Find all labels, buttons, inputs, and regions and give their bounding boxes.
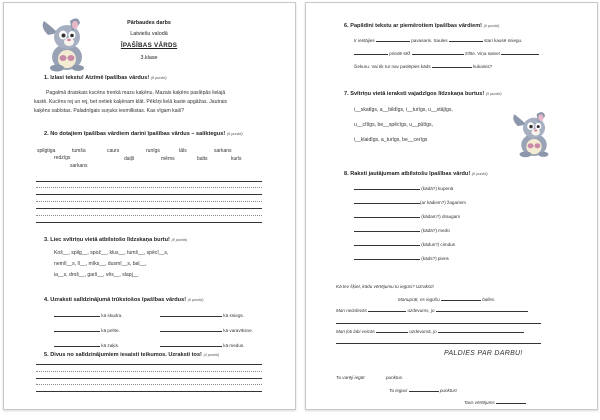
reflection-question: Kā tev šķiet, kādu vērtējumu tu iegūsi? Uzraksti! <box>336 284 434 289</box>
task-7-text: 7. Svītriņu vietā ieraksti vajadzīgos līdzskaņa burtus! <box>344 91 485 97</box>
question-text: (kādā?) medū <box>421 228 450 233</box>
question-text: (kāds?) piens <box>421 256 449 261</box>
guide-line <box>36 215 262 216</box>
final-grade <box>464 398 526 405</box>
answer-blank[interactable] <box>354 226 420 232</box>
comparison-item <box>54 326 120 333</box>
doc-grade: 3.klase <box>140 55 158 61</box>
text-fragment: uzdevums, jo <box>407 308 435 313</box>
task-4-text: 4. Uzraksti salīdzinājumā trūkstošos īpašības vārdus! <box>44 297 187 303</box>
word: caurs <box>107 148 120 154</box>
question-item <box>354 226 450 233</box>
word: daiļš <box>124 156 135 162</box>
question-item <box>354 212 460 219</box>
answer-blank[interactable] <box>354 198 420 204</box>
text-fragment: punktus! <box>439 388 458 393</box>
answer-line[interactable] <box>36 181 262 182</box>
exercise-line[interactable]: Koš__, spilg__, spož__, klus__, tumš__, spēcī__s, <box>54 250 169 256</box>
task-6-heading <box>344 23 499 29</box>
worksheet-page-1 <box>3 2 296 410</box>
comparison-text: kā sniegs. <box>223 313 244 318</box>
task-1-heading <box>44 75 167 81</box>
task-8-heading <box>344 171 488 177</box>
earned-points <box>389 386 457 393</box>
answer-line[interactable] <box>36 222 262 223</box>
text-fragment: Ir iestājies <box>354 38 375 43</box>
text-fragment: balles. <box>482 297 496 302</box>
task-5-heading <box>44 352 219 358</box>
bunny-illustration <box>511 107 557 159</box>
task-4-points: (6 punkti) <box>187 298 204 302</box>
earned-points-blank[interactable] <box>409 386 439 392</box>
text-fragment: zīlīte. Viņa satver <box>465 51 501 56</box>
word: mēms <box>161 156 175 162</box>
reason-blank[interactable] <box>438 327 524 333</box>
reason-blank[interactable] <box>436 306 528 312</box>
doc-header-line2: Latviešu valodā <box>130 31 168 37</box>
task-2-text: 2. No dotajiem īpašības vārdiem darini īpašības vārdus – saliktegus! <box>44 131 226 137</box>
guide-line <box>36 371 262 372</box>
answer-line[interactable] <box>36 194 262 195</box>
text-fragment: uzdevumā, jo <box>409 329 437 334</box>
comparison-text: kā medus. <box>223 343 245 348</box>
comparison-blank[interactable] <box>54 326 100 332</box>
exercise-line[interactable]: ia__s, droš__, garš__, vēs__, slapj__ <box>54 272 139 278</box>
word: kurls <box>231 156 242 162</box>
comparison-item <box>160 326 253 333</box>
word: sarkans <box>70 163 88 169</box>
guide-line <box>36 187 262 188</box>
fill-blank[interactable] <box>412 49 464 55</box>
exercise-line[interactable]: nemīl__s, lī__, mīks__, dusmī__s, bal__, <box>54 261 147 267</box>
comparison-blank[interactable] <box>54 341 100 347</box>
task-5-points: (4 punkti) <box>203 353 220 357</box>
thank-you-message: PALDIES PAR DARBU! <box>444 350 523 357</box>
task-1-text: 1. Izlasi tekstu! Atzīmē īpašības vārdus! <box>44 75 150 81</box>
reflection-line-1 <box>398 295 495 302</box>
passage-line: kaķēns sabīstas. Paladnīgais suņuks iesmilkstas. Kas vīgam kaiš? <box>34 108 185 114</box>
doc-header-line1: Pārbaudes darbs <box>127 20 171 26</box>
question-item <box>354 254 449 261</box>
task-3-text: 3. Liec svītriņu vietā atbilstošo līdzskaņa burtu! <box>44 237 170 243</box>
text-fragment: priedē sēž <box>389 51 411 56</box>
exercise-line[interactable]: i__klaidīgs, a_turīgs, be__cerīgs <box>354 137 428 143</box>
text-fragment: Tu ieguvi <box>389 388 408 393</box>
task-1-passage <box>34 89 274 116</box>
task-6-line-2 <box>354 49 539 56</box>
word: spilgtiga <box>37 148 56 154</box>
question-item <box>354 240 455 247</box>
answer-blank[interactable] <box>354 240 420 246</box>
answer-blank[interactable] <box>354 184 420 190</box>
task-6-text: 6. Papildini tekstu ar piemērotiem īpašības vārdiem! <box>344 23 483 29</box>
guide-line <box>36 384 262 385</box>
task-2-points: (6 punkti) <box>226 132 243 136</box>
answer-line[interactable] <box>36 378 262 379</box>
text-fragment: Man ļoti labi veicās <box>336 329 375 334</box>
text-fragment: pavasaris. Saules <box>411 38 448 43</box>
possible-points-suffix: punktus. <box>386 375 404 380</box>
bunny-illustration <box>40 13 94 73</box>
text-fragment: Tavs vērtējums <box>464 400 495 405</box>
task-8-text: 8. Raksti jautājumam atbilstošu īpašības vārdu! <box>344 171 471 177</box>
question-text: (ar kādiem?) žagariem <box>420 200 466 205</box>
question-text: (kādā?) kupenā <box>421 186 454 191</box>
fill-blank[interactable] <box>354 49 388 55</box>
answer-line[interactable] <box>336 343 541 344</box>
task-2-heading <box>44 131 243 137</box>
fill-blank[interactable] <box>376 36 410 42</box>
answer-line[interactable] <box>36 208 262 209</box>
comparison-item <box>54 341 119 348</box>
comparison-text: kā pelīte. <box>101 328 120 333</box>
word: tāls <box>179 148 187 154</box>
answer-line[interactable] <box>36 364 262 365</box>
good-task-blank[interactable] <box>376 327 408 333</box>
task-8-points: (6 punkti) <box>471 172 488 176</box>
task-3-heading <box>44 237 187 243</box>
comparison-blank[interactable] <box>160 341 222 347</box>
worksheet-page-2 <box>305 2 598 410</box>
answer-blank[interactable] <box>354 254 420 260</box>
comparison-blank[interactable] <box>54 311 100 317</box>
task-6-line-3 <box>354 62 492 69</box>
text-fragment: kukainis? <box>473 64 493 69</box>
task-4-heading <box>44 297 203 303</box>
comparison-item <box>54 311 122 318</box>
grade-blank[interactable] <box>496 398 526 404</box>
grade-guess-blank[interactable] <box>441 295 481 301</box>
comparison-item <box>160 311 244 318</box>
task-1-points: (8 punkti) <box>150 76 167 80</box>
task-5-text: 5. Divus no salīdzinājumiem iesaisti teikumos. Uzraksti tos! <box>44 352 202 358</box>
task-7-exercise <box>354 103 453 148</box>
comparison-blank[interactable] <box>160 311 222 317</box>
word: runīgs <box>146 148 160 154</box>
failed-task-blank[interactable] <box>368 306 406 312</box>
answer-line[interactable] <box>336 323 541 324</box>
exercise-line[interactable]: u__cītīgs, be__spēcīgs, u__pūtīgs, <box>354 122 434 128</box>
reflection-line-2 <box>336 306 528 313</box>
comparison-text: kā varavīksne. <box>223 328 253 333</box>
comparison-blank[interactable] <box>160 326 222 332</box>
question-text: (kādam?) draugam <box>421 214 461 219</box>
question-text: (kādus?) cimdus <box>421 242 455 247</box>
task-7-points: (5 punkti) <box>485 92 502 96</box>
text-fragment: Manuprāt, es iegūšu <box>398 297 440 302</box>
text-fragment: Man neizdevās <box>336 308 367 313</box>
fill-blank[interactable] <box>501 49 539 55</box>
exercise-line[interactable]: i__skatīgs, a__bildīgs, i__turīgs, u__stājīgs, <box>354 107 453 113</box>
task-7-heading <box>344 91 502 97</box>
possible-points-label: Tu varēji iegūt <box>336 375 365 380</box>
doc-title: ĪPAŠĪBAS VĀRDS <box>120 42 178 49</box>
question-item <box>354 184 453 191</box>
word: balts <box>197 156 208 162</box>
answer-line[interactable] <box>36 391 262 392</box>
question-item <box>354 198 466 205</box>
text-fragment: stari kausē sniegu. <box>484 38 523 43</box>
passage-line: Pagalmā draiskais kucēns trenkā mazu kaķēnu. Mazais kaķēns paslēpās lielajā <box>46 90 226 96</box>
fill-blank[interactable] <box>449 36 483 42</box>
task-3-points: (8 punkti) <box>171 238 188 242</box>
text-fragment: čiekuru. Vai tik tur nav paslēpies kāds <box>354 64 431 69</box>
reflection-line-3 <box>336 327 524 334</box>
comparison-text: kā zaķis. <box>101 343 120 348</box>
passage-line: kastē. Kucēns rej un rej, bet netiek kaķēnam klāt. Pēkšņi lielā kaste apgāžas. Jautrais <box>34 99 228 105</box>
answer-blank[interactable] <box>354 212 420 218</box>
task-3-exercise <box>54 248 168 281</box>
word: redzīgs <box>54 155 71 161</box>
word: tumša <box>72 148 86 154</box>
task-6-points: (6 punkti) <box>483 24 500 28</box>
task-6-line-1 <box>354 36 522 43</box>
comparison-item <box>160 341 244 348</box>
word: sarkans <box>214 148 232 154</box>
guide-line <box>36 201 262 202</box>
comparison-text: kā skudra. <box>101 313 123 318</box>
fill-blank[interactable] <box>432 62 472 68</box>
